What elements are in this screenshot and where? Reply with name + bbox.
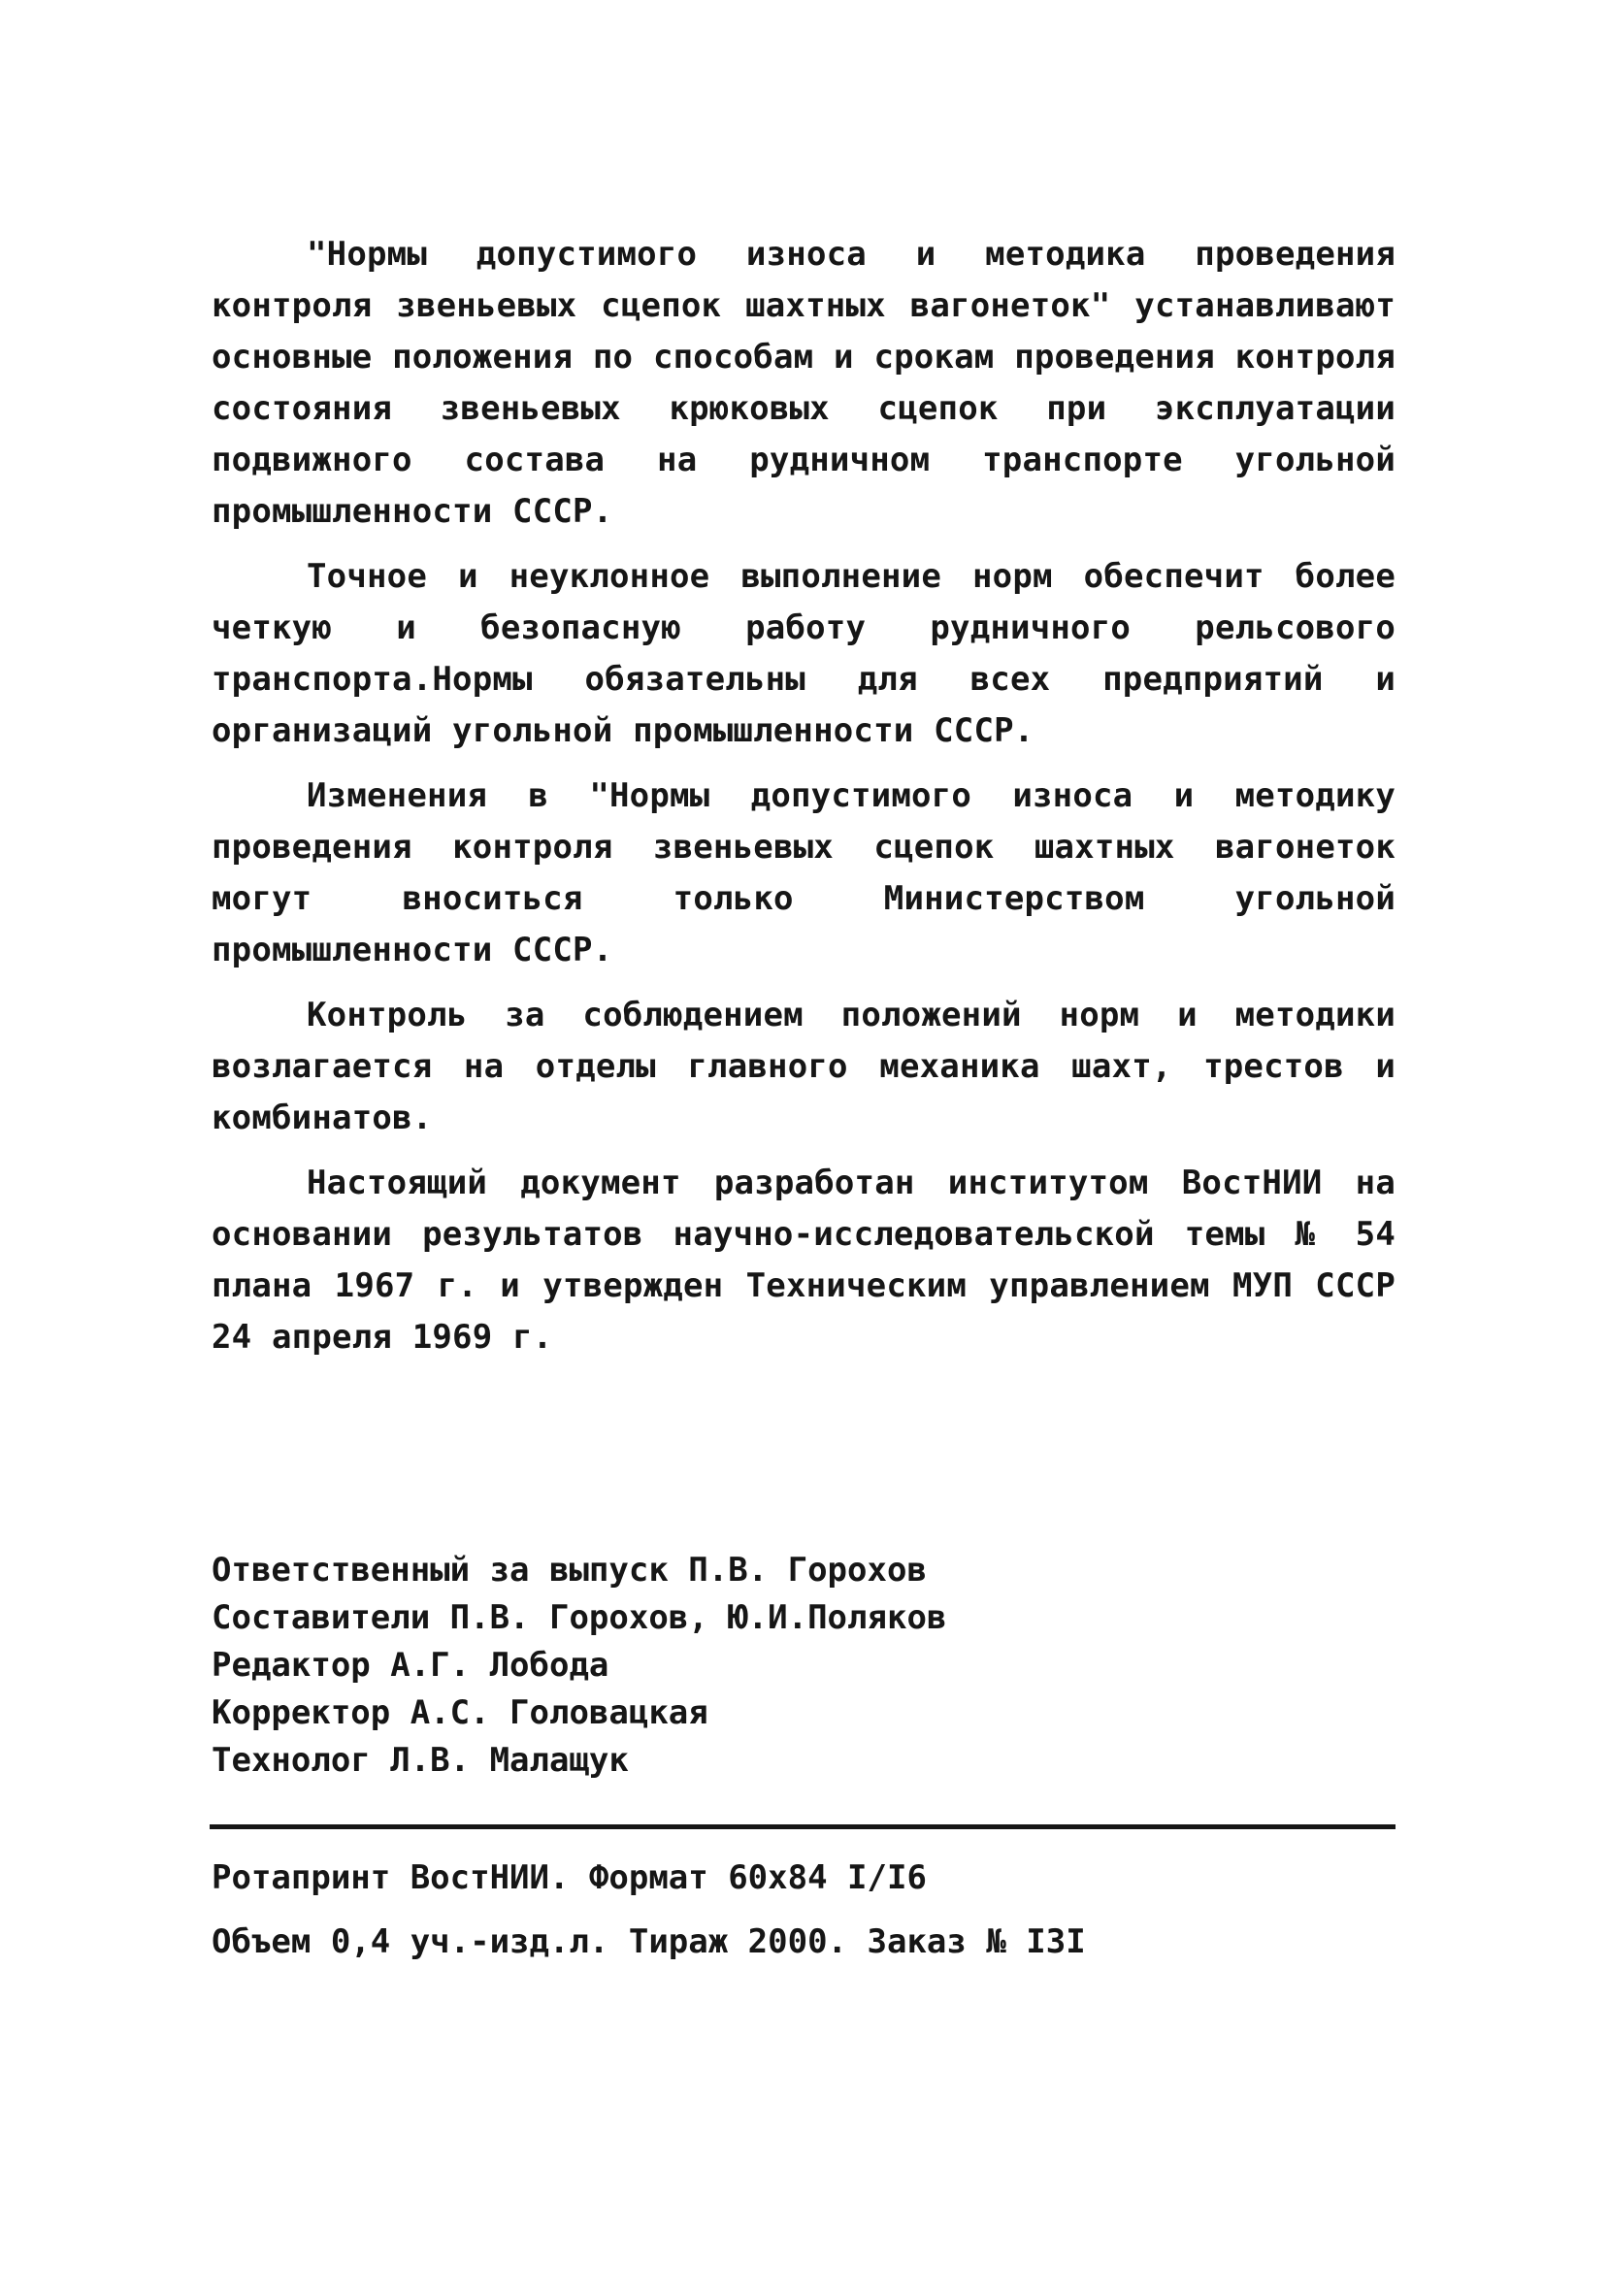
technologist-line: Технолог Л.В. Малащук xyxy=(212,1741,629,1780)
imprint-block xyxy=(212,1547,1396,1785)
proofreader-line: Корректор А.С. Головацкая xyxy=(212,1693,708,1732)
paragraph-supervision: Контроль за соблюдением положений норм и методики возлагается на отделы главного механика шахт, трестов и комбинатов. xyxy=(212,996,1396,1137)
compilers-line: Составители П.В. Горохов, Ю.И.Поляков xyxy=(212,1598,947,1637)
paragraph-amendments: Изменения в "Нормы допустимого износа и методику проведения контроля звеньевых сцепок шахтных вагонеток могут вноситься только Министерством угольной промышленности СССР. xyxy=(212,776,1396,969)
paragraph-purpose: "Нормы допустимого износа и методика проведения контроля звеньевых сцепок шахтных вагонеток" устанавливают основные положения по способам и срокам проведения контроля состояния звеньевых крюковых сцепок при эксплуатации подвижного состава на рудничном транспорте угольной промышленности СССР. xyxy=(212,235,1396,531)
print-details xyxy=(212,1846,1396,1974)
editor-line: Редактор А.Г. Лобода xyxy=(212,1646,609,1685)
print-volume-line: Объем 0,4 уч.-изд.л. Тираж 2000. Заказ № I3I xyxy=(212,1922,1086,1961)
intro-text xyxy=(212,229,1396,1377)
print-format-line: Ротапринт ВостНИИ. Формат 60х84 I/I6 xyxy=(212,1858,927,1897)
horizontal-divider xyxy=(210,1824,1396,1829)
responsible-line: Ответственный за выпуск П.В. Горохов xyxy=(212,1551,927,1590)
paragraph-origin: Настоящий документ разработан институтом ВостНИИ на основании результатов научно-исследовательской темы № 54 плана 1967 г. и утвержден Техническим управлением МУП СССР 24 апреля 1969 г. xyxy=(212,1164,1396,1357)
paragraph-obligation: Точное и неуклонное выполнение норм обеспечит более четкую и безопасную работу рудничного рельсового транспорта.Нормы обязательны для всех предприятий и организаций угольной промышленности СССР. xyxy=(212,557,1396,750)
